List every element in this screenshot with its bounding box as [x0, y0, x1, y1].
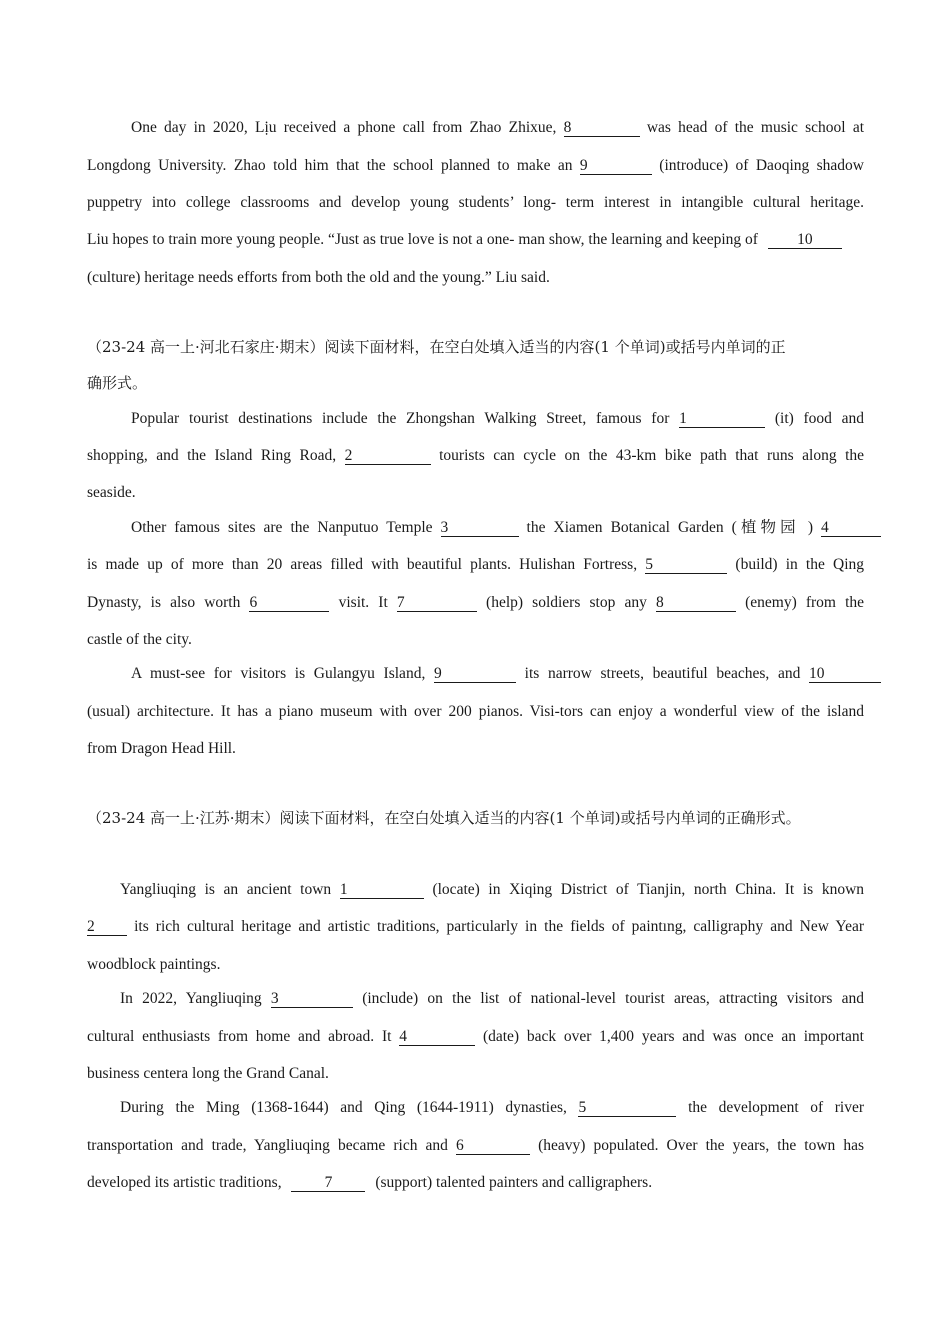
- text: (enemy) from the: [745, 594, 865, 611]
- text: transportation and trade, Yangliuqing became rich and: [87, 1137, 448, 1154]
- text: (build) in the Qing: [735, 556, 865, 573]
- passage3-line-2: [87, 917, 864, 937]
- text: (heavy) populated. Over the years, the town has: [538, 1137, 864, 1154]
- blank-2[interactable]: 2: [345, 447, 431, 465]
- passage1-line-5: [87, 268, 864, 288]
- text: cultural enthusiasts from home and abroad. It: [87, 1028, 392, 1045]
- passage3-line-3: [87, 955, 864, 975]
- text: tourists can cycle on the 43-km bike path that runs along the: [439, 447, 865, 464]
- blank-1[interactable]: 1: [679, 410, 765, 428]
- text: (it) food and: [774, 410, 865, 427]
- blank-6[interactable]: 6: [456, 1137, 530, 1155]
- text: In 2022, Yangliuqing: [120, 990, 262, 1007]
- blank-9[interactable]: 9: [580, 157, 652, 175]
- blank-5[interactable]: 5: [645, 556, 727, 574]
- text: (introduce) of Daoqing shadow: [659, 157, 865, 174]
- text: business centera long the Grand Canal.: [87, 1065, 329, 1082]
- text: (help) soldiers stop any: [486, 594, 647, 611]
- text: Longdong University. Zhao told him that the school planned to make an: [87, 157, 573, 174]
- passage3-line-6: [87, 1064, 864, 1084]
- blank-4[interactable]: 4: [399, 1028, 475, 1046]
- text: (culture) heritage needs efforts from both the old and the young.” Liu said.: [87, 269, 550, 286]
- text: from Dragon Head Hill.: [87, 740, 236, 757]
- passage2-line-6: [87, 593, 864, 613]
- text: the development of river: [688, 1099, 865, 1116]
- passage2-line-4: [87, 518, 881, 538]
- blank-7[interactable]: 7: [291, 1174, 365, 1192]
- passage1-line-1: [87, 118, 864, 138]
- blank-8[interactable]: 8: [564, 119, 640, 137]
- text: (date) back over 1,400 years and was once an important: [482, 1028, 864, 1045]
- text: the Xiamen Botanical Garden (植物园 ): [526, 519, 813, 536]
- section-heading-2: [87, 808, 864, 828]
- passage3-line-7: [87, 1098, 864, 1118]
- text: Other famous sites are the Nanputuo Temple: [131, 519, 433, 536]
- text: puppetry into college classrooms and develop young students’ long- term interest in intangible cultural heritage.: [87, 194, 864, 211]
- blank-6[interactable]: 6: [249, 594, 329, 612]
- text: visit. It: [338, 594, 388, 611]
- passage2-line-5: [87, 555, 864, 575]
- heading-text: （23-24 高一上·江苏·期末）阅读下面材料，在空白处填入适当的内容(1 个单词)或括号内单词的正确形式。: [87, 809, 801, 827]
- text: its rich cultural heritage and artistic traditions, particularly in the fields of paintıng, calligraphy and New Year: [134, 918, 864, 935]
- passage3-line-5: [87, 1027, 864, 1047]
- blank-4[interactable]: 4: [821, 519, 881, 537]
- blank-5[interactable]: 5: [578, 1099, 676, 1117]
- text: (include) on the list of national-level tourist areas, attracting visitors and: [362, 990, 865, 1007]
- passage3-line-4: [87, 989, 864, 1009]
- passage2-line-10: [87, 739, 864, 759]
- passage1-line-2: [87, 156, 864, 176]
- text: One day in 2020, Lịu received a phone call from Zhao Zhixue,: [131, 119, 557, 136]
- heading-text: （23-24 高一上·河北石家庄·期末）阅读下面材料，在空白处填入适当的内容(1 个单词)或括号内单词的正: [87, 338, 786, 356]
- blank-7[interactable]: 7: [397, 594, 477, 612]
- passage1-line-4: [87, 230, 892, 250]
- blank-9[interactable]: 9: [434, 665, 516, 683]
- text: (support) talented painters and calligraphers.: [375, 1174, 653, 1191]
- passage2-line-9: [87, 702, 864, 722]
- passage3-line-1: [87, 880, 864, 900]
- passage3-line-9: [87, 1173, 864, 1193]
- passage1-line-3: [87, 193, 864, 213]
- text: Liu hopes to train more young people. “Just as true love is not a one- man show, the learning and keeping of: [87, 231, 758, 248]
- text: seaside.: [87, 484, 136, 501]
- passage2-line-7: [87, 630, 864, 650]
- text: Dynasty, is also worth: [87, 594, 241, 611]
- text: castle of the city.: [87, 631, 192, 648]
- section-heading-1: [87, 337, 864, 357]
- passage2-line-3: [87, 483, 864, 503]
- blank-2[interactable]: 2: [87, 918, 127, 936]
- blank-3[interactable]: 3: [271, 990, 353, 1008]
- text: Yangliuqing is an ancient town: [120, 881, 332, 898]
- blank-10[interactable]: 10: [768, 231, 842, 249]
- blank-3[interactable]: 3: [441, 519, 519, 537]
- passage2-line-1: [87, 409, 864, 429]
- text: (locate) in Xiqing District of Tianjin, north China. It is known: [432, 881, 865, 898]
- text: Popular tourist destinations include the Zhongshan Walking Street, famous for: [131, 410, 670, 427]
- text: was head of the music school at: [646, 119, 865, 136]
- blank-8[interactable]: 8: [656, 594, 736, 612]
- passage2-line-2: [87, 446, 864, 466]
- passage2-line-8: [87, 664, 881, 684]
- text: During the Ming (1368-1644) and Qing (1644-1911) dynasties,: [120, 1099, 567, 1116]
- text: its narrow streets, beautiful beaches, and: [524, 665, 801, 682]
- blank-10[interactable]: 10: [809, 665, 881, 683]
- passage3-line-8: [87, 1136, 864, 1156]
- text: woodblock paintings.: [87, 956, 221, 973]
- text: (usual) architecture. It has a piano museum with over 200 pianos. Visi-tors can enjoy a wonderful view of the island: [87, 703, 864, 720]
- section-heading-1-cont: [87, 373, 864, 393]
- text: A must-see for visitors is Gulangyu Island,: [131, 665, 426, 682]
- blank-1[interactable]: 1: [340, 881, 424, 899]
- heading-text: 确形式。: [87, 374, 148, 392]
- text: developed its artistic traditions,: [87, 1174, 282, 1191]
- text: is made up of more than 20 areas filled with beautiful plants. Hulishan Fortress,: [87, 556, 638, 573]
- text: shopping, and the Island Ring Road,: [87, 447, 337, 464]
